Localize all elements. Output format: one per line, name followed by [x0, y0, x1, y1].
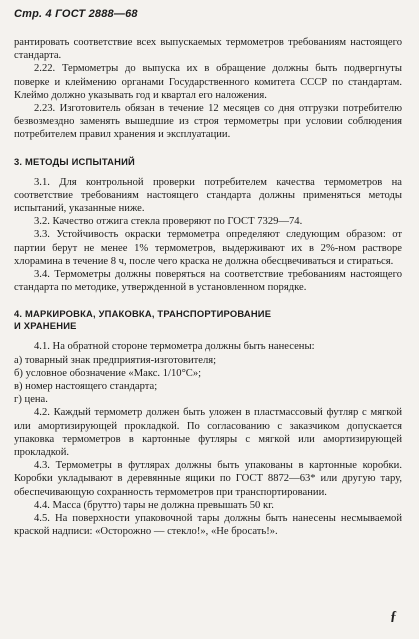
paragraph-3-3: 3.3. Устойчивость окраски термометра определяют следующим образом: от партии берут не менее 1% термометров, выдерживают их в 2%-ном растворе хлорамина в течение 8 ч, после чего краска не должна обесцвечиваться и стираться. [14, 229, 402, 267]
paragraph-continuation: рантировать соответствие всех выпускаемых термометров требованиям настоящего стандарта. [14, 37, 402, 62]
paragraph-4-4: 4.4. Масса (брутто) тары не должна превышать 50 кг. [34, 499, 274, 511]
paragraph-4-1: 4.1. На обратной стороне термометра должны быть нанесены: [34, 341, 315, 353]
list-item-b: б) условное обозначение «Макс. 1/10°С»; [14, 367, 202, 379]
section-4-heading-line2: И ХРАНЕНИЕ [14, 320, 77, 332]
list-item-g: г) цена. [14, 394, 48, 406]
document-body [14, 36, 402, 539]
paragraph-3-4: 3.4. Термометры должны поверяться на соответствие требованиям настоящего стандарта по методике, утвержденной в установленном порядке. [14, 269, 402, 294]
paragraph-4-3: 4.3. Термометры в футлярах должны быть упакованы в картонные коробки. Коробки укладывают в деревянные ящики по ГОСТ 8872—63* или другую тару, обеспечивающую сохранность термометров при транспортировании. [14, 460, 402, 498]
paragraph-2-22: 2.22. Термометры до выпуска их в обращение должны быть подвергнуты поверке и клеймению органами Государственного комитета СССР по стандартам. Клеймо должно указывать год и квартал его наложения. [14, 63, 402, 101]
paragraph-2-23: 2.23. Изготовитель обязан в течение 12 месяцев со дня отгрузки потребителю безвозмездно заменять вышедшие из строя термометры при условии соблюдения потребителем правил хранения и эксплуатации. [14, 103, 402, 141]
list-item-v: в) номер настоящего стандарта; [14, 381, 158, 393]
section-3-heading: 3. МЕТОДЫ ИСПЫТАНИЙ [14, 155, 135, 167]
list-item-a: а) товарный знак предприятия-изготовителя; [14, 354, 217, 366]
section-4-heading-line1: 4. МАРКИРОВКА, УПАКОВКА, ТРАНСПОРТИРОВАНИЕ [14, 308, 272, 320]
paragraph-3-1: 3.1. Для контрольной проверки потребителем качества термометров на соответствие требованиям настоящего стандарта должны применяться методы испытаний, указанные ниже. [14, 176, 402, 215]
page-header: Стр. 4 ГОСТ 2888—68 [14, 8, 138, 20]
paragraph-4-5: 4.5. На поверхности упаковочной тары должны быть нанесены несмываемой краской надписи: «Осторожно — стекло!», «Не бросать!». [14, 513, 402, 538]
paragraph-4-2: 4.2. Каждый термометр должен быть уложен в пластмассовый футляр с мягкой или амортизирующей прокладкой. По согласованию с заказчиком допускается упаковка термометров в картонные футляры с мягкой или амортизирующей прокладкой. [14, 407, 402, 459]
margin-mark: ƒ [390, 609, 397, 624]
paragraph-3-2: 3.2. Качество отжига стекла проверяют по ГОСТ 7329—74. [34, 216, 303, 228]
